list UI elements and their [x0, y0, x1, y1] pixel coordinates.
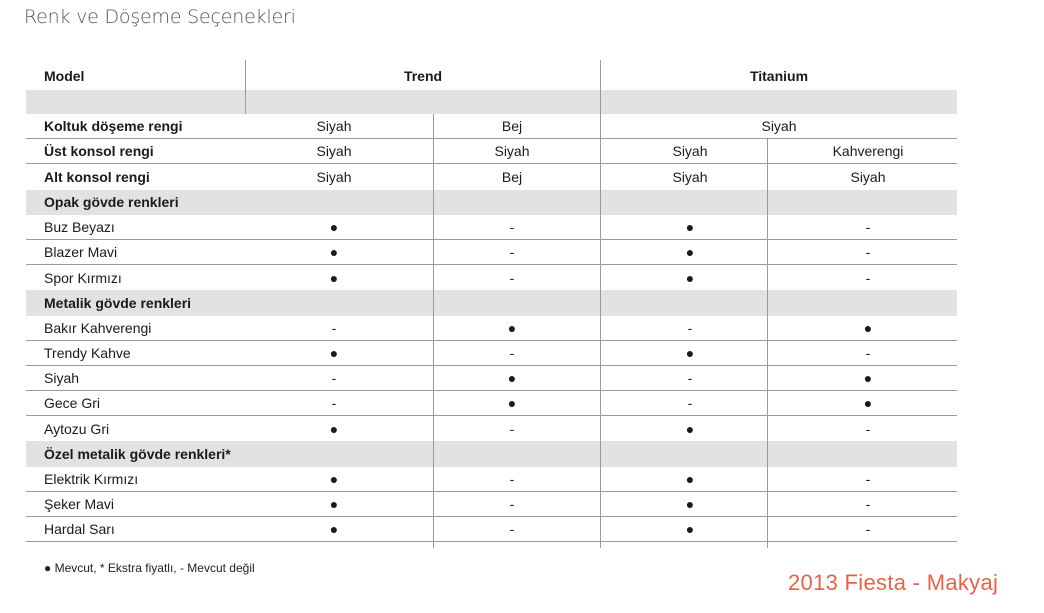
- cell: Siyah: [850, 168, 886, 185]
- cell: -: [331, 319, 337, 336]
- table-row: [26, 215, 957, 240]
- cell: -: [687, 369, 693, 386]
- watermark: 2013 Fiesta - Makyaj: [788, 570, 999, 595]
- row-label: Bakır Kahverengi: [44, 319, 152, 336]
- table-row: [26, 164, 957, 189]
- legend: ● Mevcut, * Ekstra fiyatlı, - Mevcut değil: [44, 561, 255, 575]
- cell: Siyah: [761, 118, 797, 135]
- table-row: [26, 467, 957, 492]
- cell: ●: [329, 218, 339, 235]
- cell: -: [865, 495, 871, 512]
- header-trend: Trend: [403, 68, 443, 84]
- section-title: Özel metalik gövde renkleri*: [44, 446, 231, 463]
- row-label: Şeker Mavi: [44, 495, 115, 512]
- row-label: Hardal Sarı: [44, 521, 115, 538]
- cell: -: [509, 521, 515, 538]
- cell: Siyah: [494, 143, 530, 160]
- header-titanium: Titanium: [749, 68, 809, 84]
- page-title: Renk ve Döşeme Seçenekleri: [24, 6, 296, 28]
- cell: ●: [685, 218, 695, 235]
- cell: ●: [863, 319, 873, 336]
- table-row: [26, 341, 957, 366]
- row-label: Üst konsol rengi: [44, 143, 154, 160]
- row-label: Alt konsol rengi: [44, 168, 150, 185]
- cell: ●: [329, 521, 339, 538]
- column-divider: [245, 60, 246, 114]
- cell: ●: [685, 269, 695, 286]
- row-label: Elektrik Kırmızı: [44, 470, 139, 487]
- table-row: [26, 240, 957, 265]
- table-row: [26, 139, 957, 164]
- cell: -: [509, 495, 515, 512]
- cell: -: [509, 420, 515, 437]
- cell: -: [687, 395, 693, 412]
- cell: -: [509, 218, 515, 235]
- cell: Kahverengi: [832, 143, 904, 160]
- column-divider: [600, 60, 601, 548]
- cell: Siyah: [672, 168, 708, 185]
- section-header: [26, 190, 957, 215]
- cell: ●: [329, 344, 339, 361]
- cell: -: [865, 344, 871, 361]
- row-label: Koltuk döşeme rengi: [44, 118, 183, 135]
- row-label: Aytozu Gri: [44, 420, 110, 437]
- table-row: [26, 265, 957, 290]
- table-row: [26, 416, 957, 441]
- table-row: [26, 517, 957, 542]
- cell: ●: [863, 369, 873, 386]
- cell: -: [865, 218, 871, 235]
- header-band: [26, 90, 957, 114]
- cell: -: [865, 470, 871, 487]
- cell: -: [509, 470, 515, 487]
- row-label: Siyah: [44, 369, 80, 386]
- cell: ●: [507, 395, 517, 412]
- cell: ●: [685, 420, 695, 437]
- cell: -: [687, 319, 693, 336]
- cell: ●: [507, 369, 517, 386]
- header-model: Model: [44, 68, 85, 84]
- cell: Siyah: [672, 143, 708, 160]
- cell: -: [865, 244, 871, 261]
- section-header: [26, 290, 957, 315]
- cell: -: [331, 369, 337, 386]
- row-label: Gece Gri: [44, 395, 101, 412]
- section-title: Opak gövde renkleri: [44, 194, 179, 211]
- cell: Siyah: [316, 168, 352, 185]
- table-row: [26, 114, 957, 139]
- cell: -: [509, 344, 515, 361]
- table-row: [26, 492, 957, 517]
- cell: ●: [329, 244, 339, 261]
- cell: -: [865, 269, 871, 286]
- cell: ●: [685, 470, 695, 487]
- table-row: [26, 391, 957, 416]
- table-header: [26, 62, 957, 90]
- cell: -: [509, 244, 515, 261]
- cell: ●: [329, 495, 339, 512]
- section-header: [26, 441, 957, 466]
- cell: -: [865, 521, 871, 538]
- cell: ●: [329, 269, 339, 286]
- cell: ●: [685, 244, 695, 261]
- table-row: [26, 366, 957, 391]
- section-title: Metalik gövde renkleri: [44, 294, 192, 311]
- column-divider: [433, 114, 434, 548]
- column-divider: [767, 139, 768, 548]
- table-row: [26, 316, 957, 341]
- cell: ●: [685, 521, 695, 538]
- row-label: Buz Beyazı: [44, 218, 115, 235]
- cell: -: [331, 395, 337, 412]
- cell: Bej: [501, 118, 523, 135]
- cell: -: [509, 269, 515, 286]
- row-label: Blazer Mavi: [44, 244, 118, 261]
- color-options-table: [26, 62, 957, 542]
- cell: ●: [863, 395, 873, 412]
- cell: ●: [329, 470, 339, 487]
- row-label: Trendy Kahve: [44, 344, 131, 361]
- cell: -: [865, 420, 871, 437]
- cell: Bej: [501, 168, 523, 185]
- cell: Siyah: [316, 118, 352, 135]
- cell: ●: [685, 495, 695, 512]
- row-label: Spor Kırmızı: [44, 269, 122, 286]
- cell: ●: [685, 344, 695, 361]
- cell: ●: [507, 319, 517, 336]
- cell: ●: [329, 420, 339, 437]
- cell: Siyah: [316, 143, 352, 160]
